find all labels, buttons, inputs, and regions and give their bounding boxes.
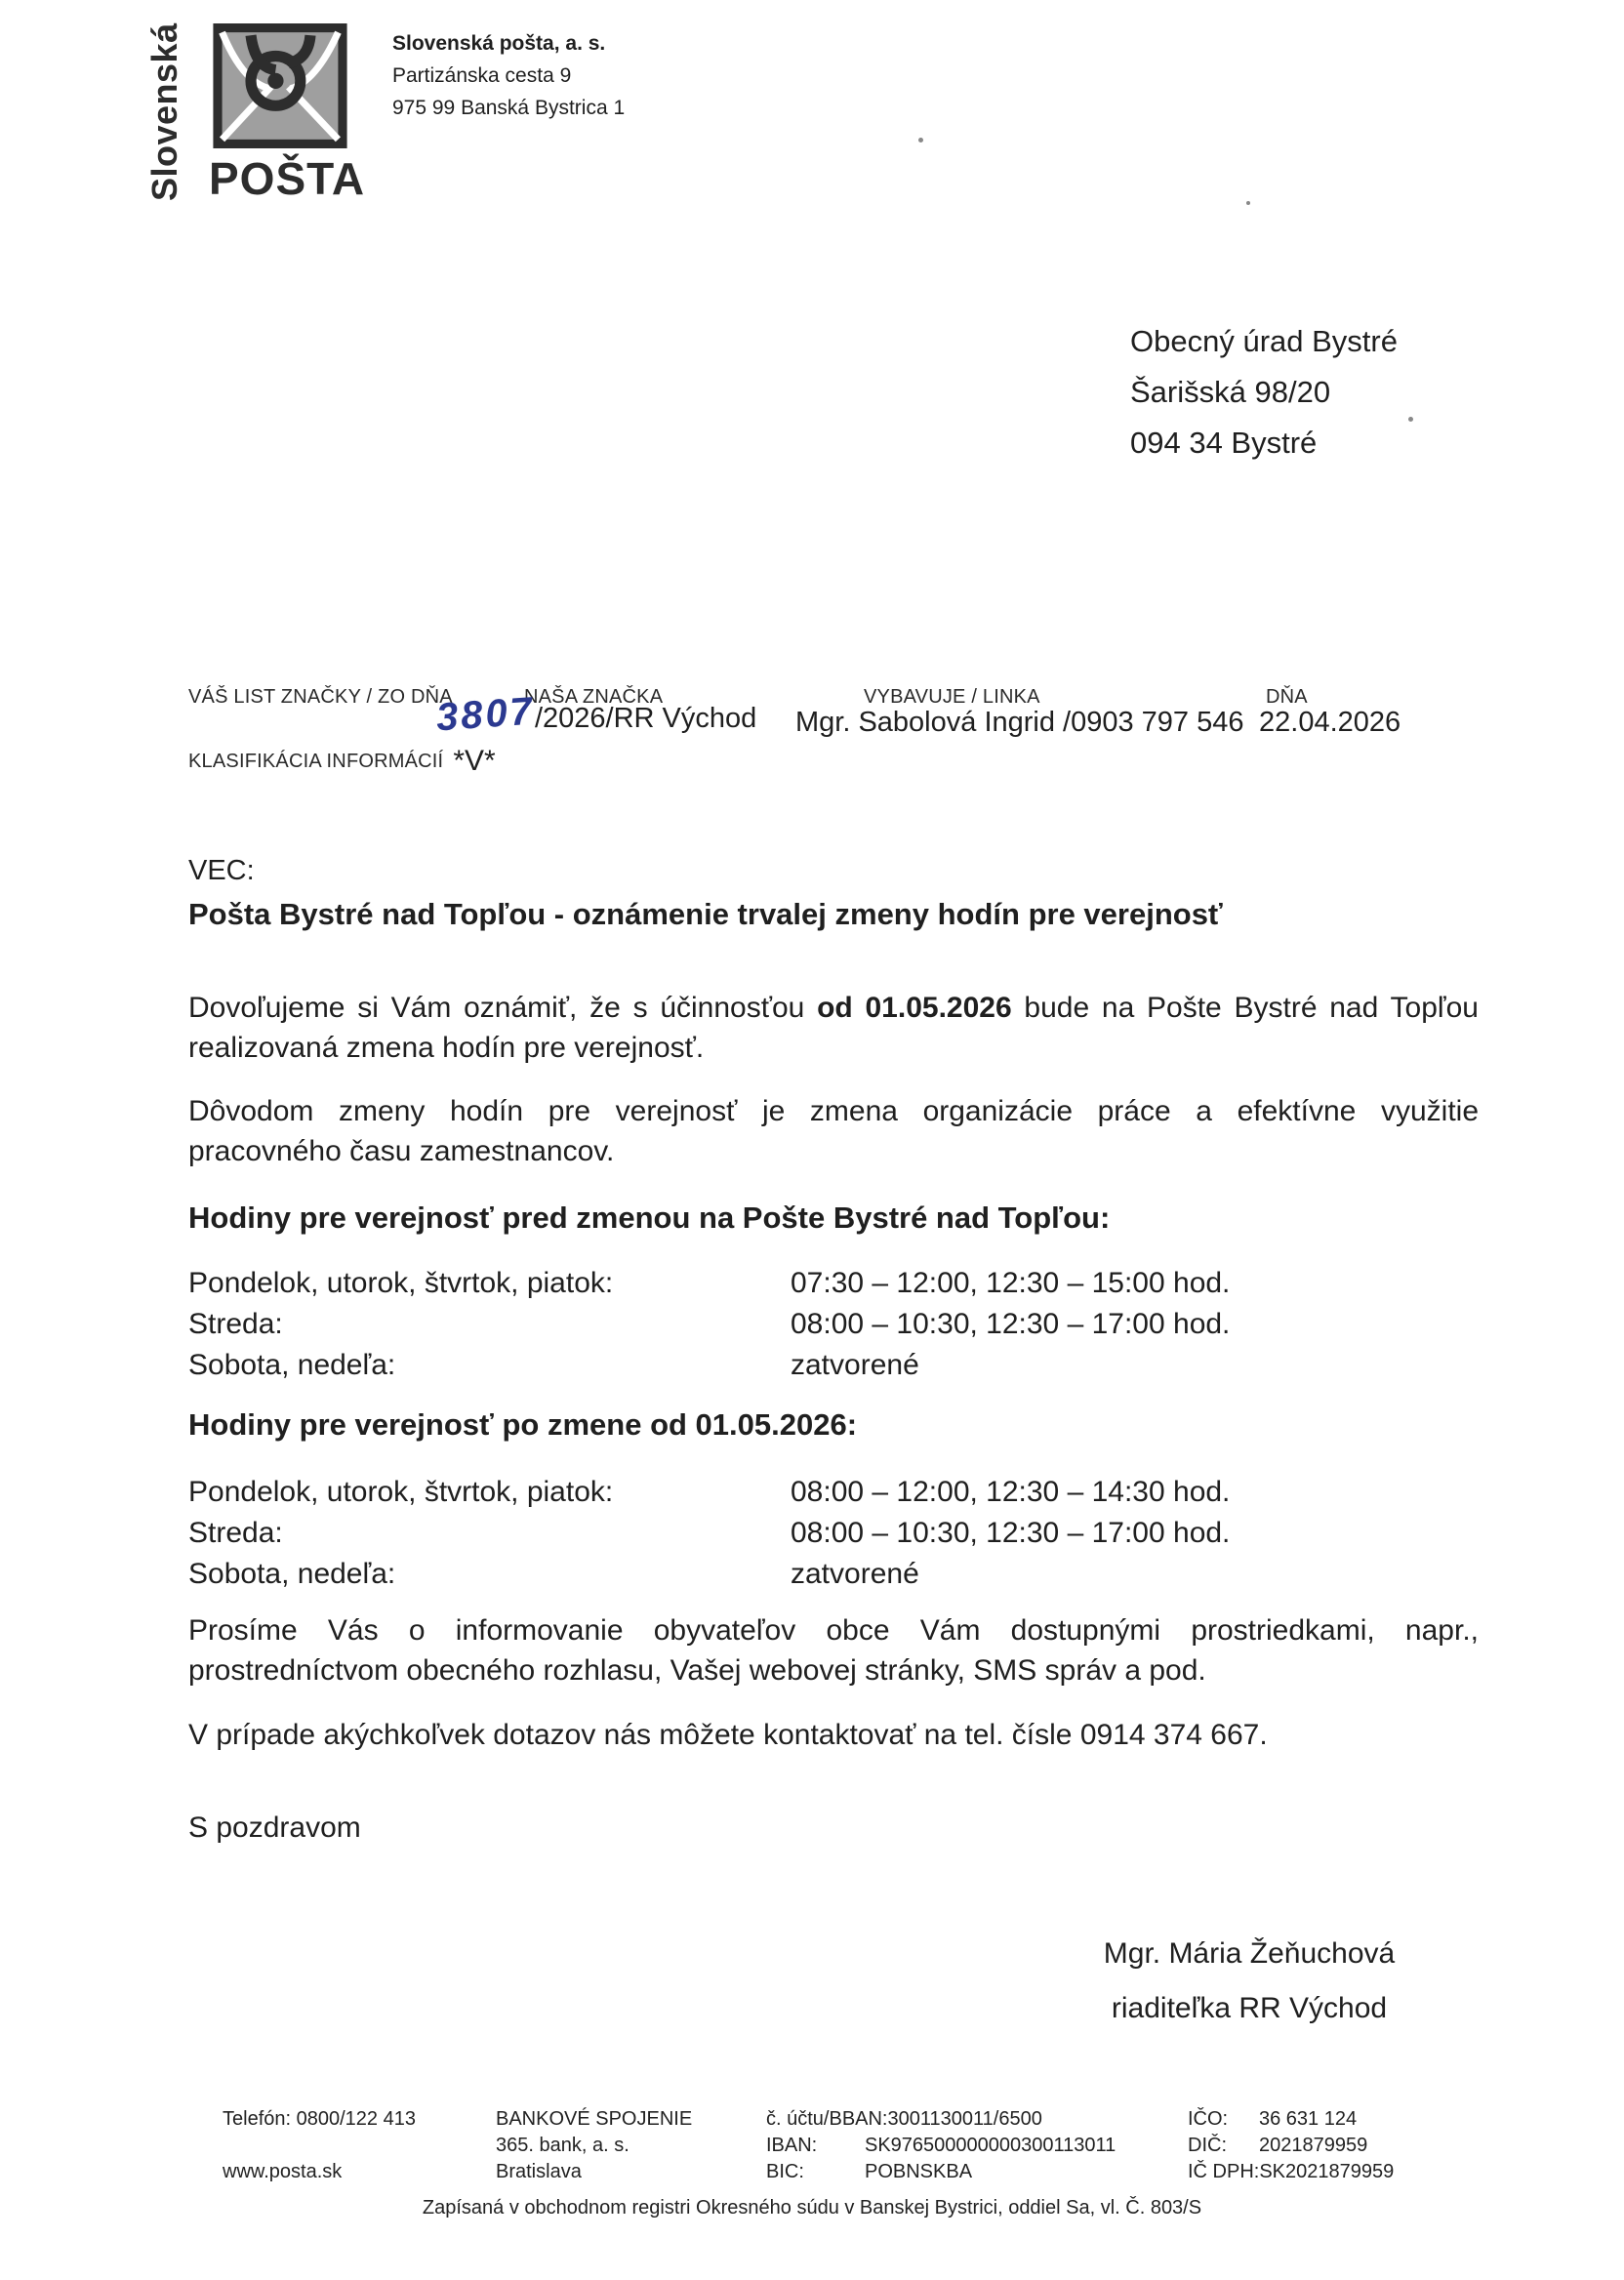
footer-account-column [766, 2106, 1116, 2185]
recipient-street: Šarišská 98/20 [1130, 375, 1331, 409]
paragraph-inform-citizens [188, 1610, 1479, 1690]
our-ref-value [434, 689, 757, 740]
p1-text-after: bude na Pošte Bystré nad Topľou [1011, 992, 1479, 1024]
table-row [188, 1267, 1479, 1308]
footer-bank-column [496, 2106, 692, 2185]
subject-title: Pošta Bystré nad Topľou - oznámenie trvalej zmeny hodín pre verejnosť [188, 897, 1223, 931]
day-label: Pondelok, utorok, štvrtok, piatok: [188, 1476, 614, 1508]
posthorn-envelope-icon [213, 23, 347, 148]
day-label: Pondelok, utorok, štvrtok, piatok: [188, 1267, 614, 1299]
p3-line1: Prosíme Vás o informovanie obyvateľov obce Vám dostupnými prostriedkami, napr., [188, 1614, 1479, 1647]
sender-city: 975 99 Banská Bystrica 1 [392, 97, 626, 119]
day-label: Streda: [188, 1308, 283, 1340]
day-label: Streda: [188, 1517, 283, 1549]
paragraph-reason [188, 1091, 1479, 1171]
sender-name: Slovenská pošta, a. s. [392, 32, 606, 55]
registry-line: Zapísaná v obchodnom registri Okresného súdu v Banskej Bystrici, oddiel Sa, vl. Č. 803/S [422, 2197, 1202, 2219]
iban-value: SK976500000000300113011 [865, 2135, 1116, 2156]
hours-after-table [188, 1476, 1479, 1599]
dic-value: 2021879959 [1259, 2135, 1368, 2156]
table-row [188, 1558, 1479, 1599]
table-row [188, 1349, 1479, 1390]
day-label: Sobota, nedeľa: [188, 1349, 396, 1381]
hours-value: 08:00 – 10:30, 12:30 – 17:00 hod. [791, 1308, 1231, 1340]
bic-value: POBNSKBA [865, 2161, 973, 2182]
classification-value: *V* [453, 745, 496, 777]
table-row [188, 1517, 1479, 1558]
footer-bic-row [766, 2159, 1116, 2185]
paragraph-contact: V prípade akýchkoľvek dotazov nás môžete kontaktovať na tel. čísle 0914 374 667. [188, 1719, 1268, 1751]
paragraph-effective-date [188, 988, 1479, 1068]
footer-dic-row [1188, 2133, 1394, 2159]
account-label: č. účtu/BBAN: [766, 2108, 888, 2130]
footer-phone: Telefón: 0800/122 413 [223, 2108, 416, 2130]
p3-line2: prostredníctvom obecného rozhlasu, Vašej webovej stránky, SMS správ a pod. [188, 1654, 1206, 1687]
ico-value: 36 631 124 [1259, 2108, 1358, 2130]
footer-icdph-row [1188, 2159, 1394, 2185]
recipient-city: 094 34 Bystré [1130, 426, 1318, 460]
sender-street: Partizánska cesta 9 [392, 64, 572, 87]
footer-website: www.posta.sk [223, 2161, 343, 2182]
iban-label: IBAN: [766, 2135, 818, 2156]
date-value: 22.04.2026 [1259, 707, 1401, 738]
your-ref-label: VÁŠ LIST ZNAČKY / ZO DŇA [188, 686, 453, 708]
hours-before-heading: Hodiny pre verejnosť pred zmenou na Pošte Bystré nad Topľou: [188, 1201, 1111, 1235]
logo-vertical-text: Slovenská [144, 22, 184, 201]
footer-bank-heading: BANKOVÉ SPOJENIE [496, 2108, 693, 2130]
table-row [188, 1476, 1479, 1517]
hours-value: zatvorené [791, 1349, 919, 1381]
icdph-label: IČ DPH: [1188, 2161, 1260, 2182]
footer-bank-city: Bratislava [496, 2161, 582, 2182]
our-ref-printed: /2026/RR Východ [534, 703, 757, 734]
p1-text: Dovoľujeme si Vám oznámiť, že s účinnosťou [188, 992, 818, 1024]
recipient-address-block [1130, 316, 1398, 468]
scan-speck [1246, 201, 1250, 205]
logo-wordmark: POŠTA [209, 153, 366, 204]
icdph-value: SK2021879959 [1259, 2161, 1395, 2182]
day-label: Sobota, nedeľa: [188, 1558, 396, 1590]
hours-value: 08:00 – 12:00, 12:30 – 14:30 hod. [791, 1476, 1231, 1508]
p1-bold-date: od 01.05.2026 [817, 992, 1012, 1024]
footer-account-row [766, 2106, 1116, 2133]
hours-before-table [188, 1267, 1479, 1390]
signatory-title: riaditeľka RR Východ [1111, 1992, 1388, 2024]
scan-speck [918, 138, 923, 142]
footer-ico-row [1188, 2106, 1394, 2133]
ico-label: IČO: [1188, 2108, 1229, 2130]
signature-block [995, 1927, 1503, 2036]
footer-contact-column [223, 2106, 416, 2185]
clerk-label: VYBAVUJE / LINKA [864, 686, 1040, 708]
footer-ids-column [1188, 2106, 1394, 2185]
hours-value: 07:30 – 12:00, 12:30 – 15:00 hod. [791, 1267, 1231, 1299]
subject-label: VEC: [188, 855, 255, 886]
signatory-name: Mgr. Mária Žeňuchová [1103, 1937, 1396, 1970]
our-ref-label: NAŠA ZNAČKA [524, 686, 664, 708]
recipient-name: Obecný úrad Bystré [1130, 324, 1398, 358]
hours-after-heading: Hodiny pre verejnosť po zmene od 01.05.2026: [188, 1407, 858, 1442]
closing-salutation: S pozdravom [188, 1812, 361, 1844]
classification-label: KLASIFIKÁCIA INFORMÁCIÍ [188, 751, 444, 772]
p2-line1: Dôvodom zmeny hodín pre verejnosť je zmena organizácie práce a efektívne využitie [188, 1095, 1479, 1127]
clerk-value: Mgr. Sabolová Ingrid /0903 797 546 [795, 707, 1244, 738]
hours-value: 08:00 – 10:30, 12:30 – 17:00 hod. [791, 1517, 1231, 1549]
hours-value: zatvorené [791, 1558, 919, 1590]
p1-line2: realizovaná zmena hodín pre verejnosť. [188, 1032, 705, 1064]
dic-label: DIČ: [1188, 2135, 1227, 2156]
handwritten-file-number: 3807 [434, 689, 537, 740]
footer-iban-row [766, 2133, 1116, 2159]
scan-speck [1408, 417, 1413, 422]
footer-bank-name: 365. bank, a. s. [496, 2135, 629, 2156]
table-row [188, 1308, 1479, 1349]
bic-label: BIC: [766, 2161, 804, 2182]
p2-line2: pracovného času zamestnancov. [188, 1135, 615, 1167]
classification-line [188, 742, 496, 775]
date-label: DŇA [1266, 686, 1308, 708]
sender-address-block [392, 27, 625, 124]
account-value: 3001130011/6500 [887, 2108, 1042, 2130]
